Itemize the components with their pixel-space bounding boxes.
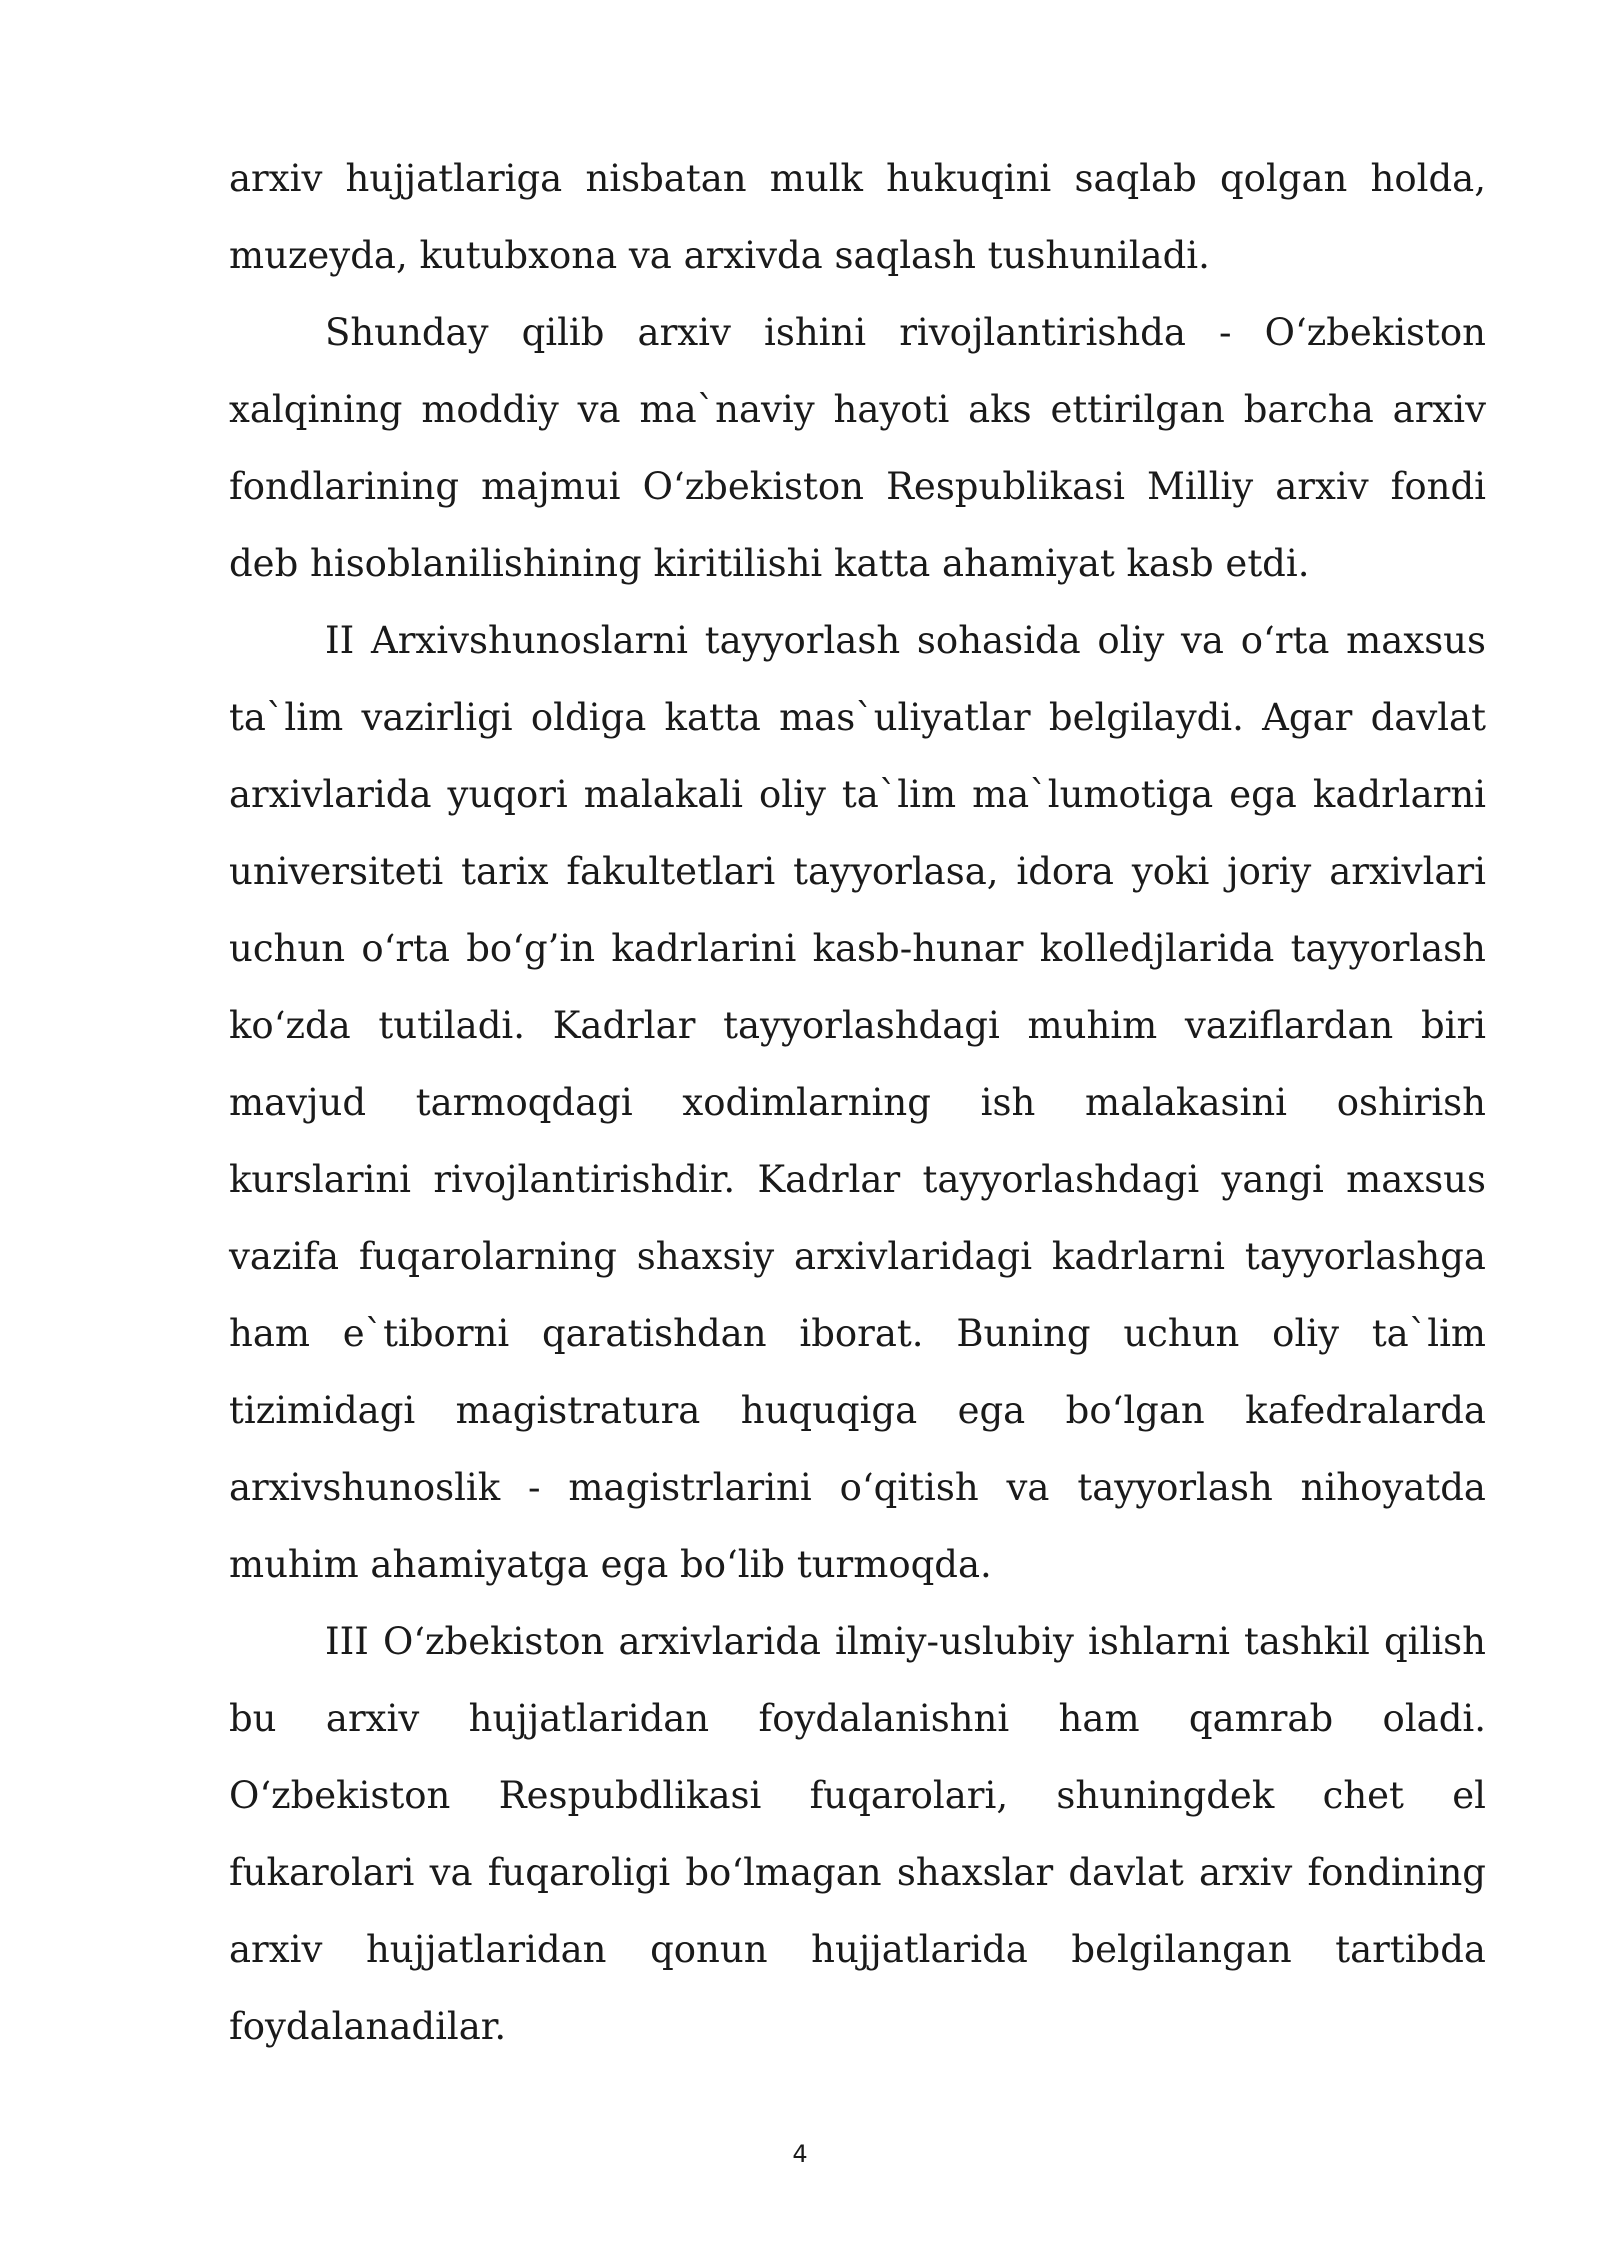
paragraph-4: III O‘zbekiston arxivlarida ilmiy-uslubiy ishlarni tashkil qilish bu arxiv hujjatlaridan foydalanishni ham qamrab oladi. O‘zbekiston Respubdlikasi fuqarolari, shuningdek chet el fukarolari va fuqaroligi bo‘lmagan shaxslar davlat arxiv fondining arxiv hujjatlaridan qonun hujjatlarida belgilangan tartibda foydalanadilar. [229, 1620, 1486, 2048]
paragraph-1: arxiv hujjatlariga nisbatan mulk hukuqini saqlab qolgan holda, muzeyda, kutubxona va arxivda saqlash tushuniladi. [229, 157, 1486, 277]
document-body [229, 140, 1486, 2065]
paragraph-3: II Arxivshunoslarni tayyorlash sohasida oliy va o‘rta maxsus ta`lim vazirligi oldiga katta mas`uliyatlar belgilaydi. Agar davlat arxivlarida yuqori malakali oliy ta`lim ma`lumotiga ega kadrlarni universiteti tarix fakultetlari tayyorlasa, idora yoki joriy arxivlari uchun o‘rta bo‘g’in kadrlarini kasb-hunar kolledjlarida tayyorlash ko‘zda tutiladi. Kadrlar tayyorlashdagi muhim vaziflardan biri mavjud tarmoqdagi xodimlarning ish malakasini oshirish kurslarini rivojlantirishdir. Kadrlar tayyorlashdagi yangi maxsus vazifa fuqarolarning shaxsiy arxivlaridagi kadrlarni tayyorlashga ham e`tiborni qaratishdan iborat. Buning uchun oliy ta`lim tizimidagi magistratura huquqiga ega bo‘lgan kafedralarda arxivshunoslik - magistrlarini o‘qitish va tayyorlash nihoyatda muhim ahamiyatga ega bo‘lib turmoqda. [229, 619, 1486, 1586]
paragraph-2: Shunday qilib arxiv ishini rivojlantirishda - O‘zbekiston xalqining moddiy va ma`naviy hayoti aks ettirilgan barcha arxiv fondlarining majmui O‘zbekiston Respublikasi Milliy arxiv fondi deb hisoblanilishining kiritilishi katta ahamiyat kasb etdi. [229, 311, 1486, 585]
page-number: 4 [792, 2140, 808, 2168]
